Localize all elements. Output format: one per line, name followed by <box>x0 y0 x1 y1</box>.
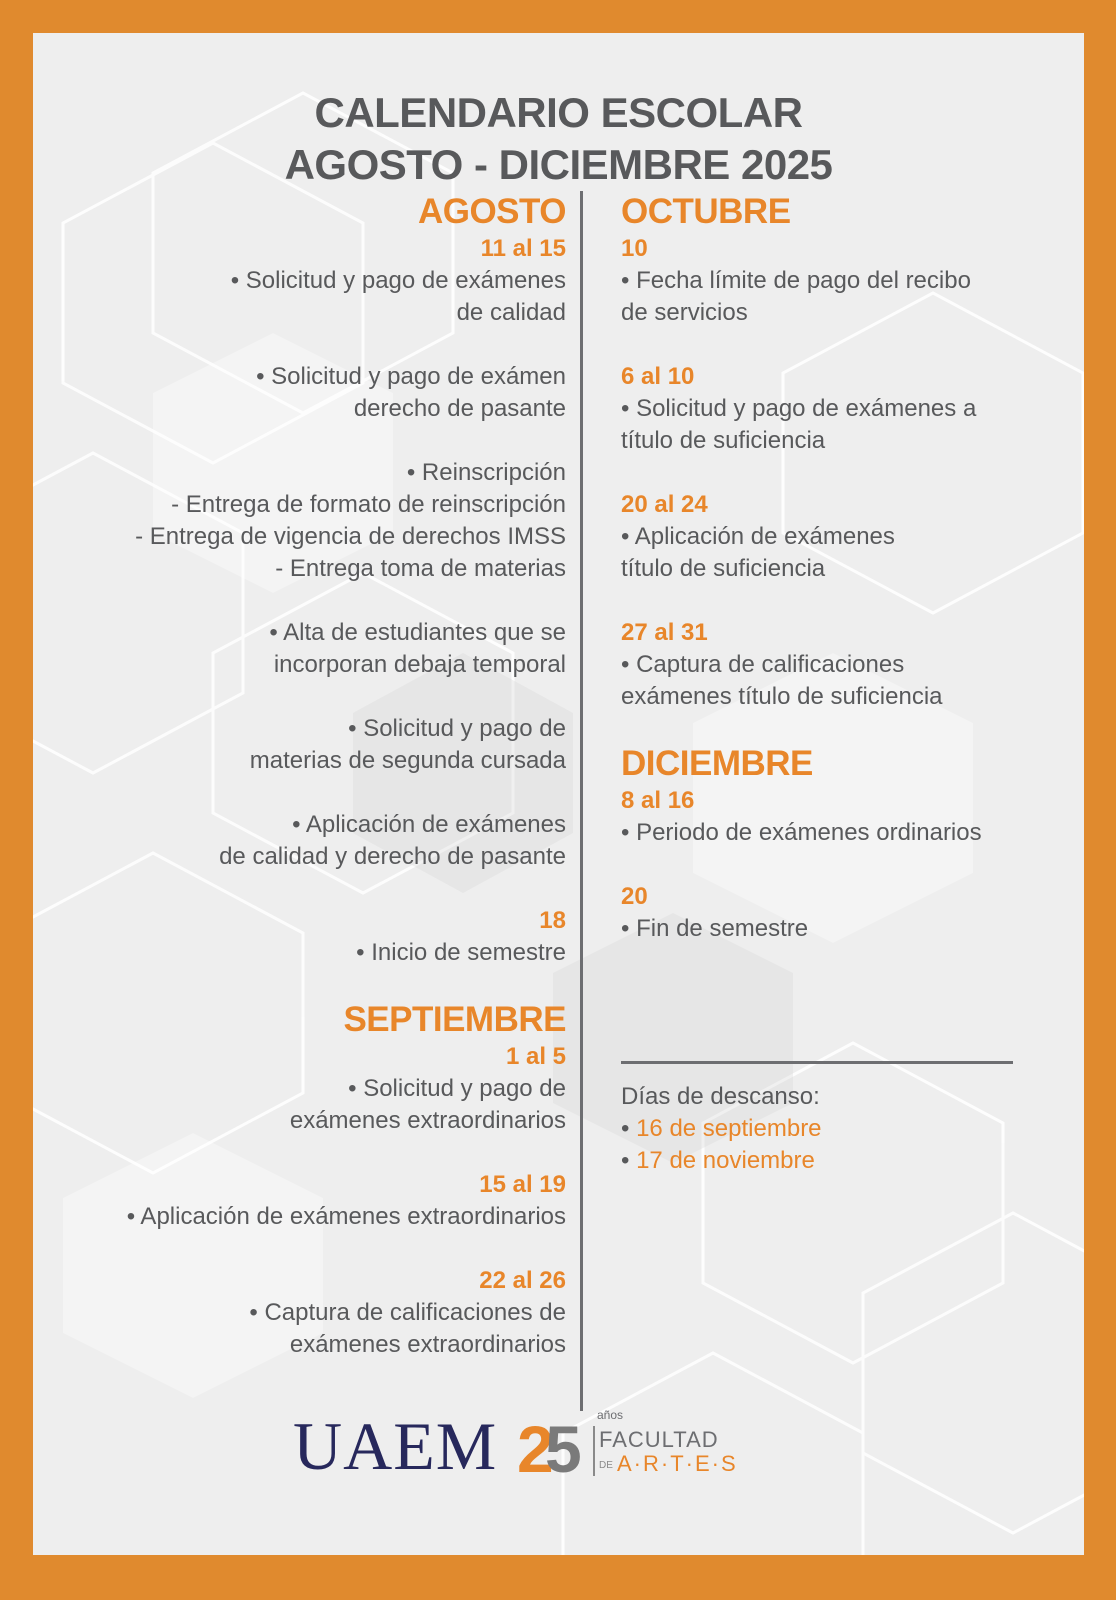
bullet: • <box>621 1115 630 1142</box>
event-date: 27 al 31 <box>621 619 708 646</box>
event-text: título de suficiencia <box>621 555 826 582</box>
event-date: 10 <box>621 235 648 262</box>
month-heading: DICIEMBRE <box>621 744 813 783</box>
rest-day-item <box>621 1145 1061 1177</box>
event-text: • Fin de semestre <box>621 915 809 942</box>
spacer <box>53 1233 566 1265</box>
event-text: incorporan debaja temporal <box>273 651 566 678</box>
event-text: • Reinscripción <box>406 459 566 486</box>
month-heading: OCTUBRE <box>621 192 791 231</box>
event-text: • Captura de calificaciones <box>621 651 905 678</box>
event-date: 20 <box>621 883 648 910</box>
event-text: • Aplicación de exámenes extraordinarios <box>126 1203 566 1230</box>
artes-label: A·R·T·E·S <box>617 1451 738 1476</box>
rest-days-section <box>621 1081 1061 1177</box>
event-text: • Periodo de exámenes ordinarios <box>621 819 982 846</box>
event-date: 6 al 10 <box>621 363 695 390</box>
event-text: • Aplicación de exámenes <box>621 523 895 550</box>
facultad-label: FACULTAD <box>599 1427 719 1452</box>
spacer <box>621 849 1061 881</box>
event-text: materias de segunda cursada <box>249 747 566 774</box>
de-label: DE <box>599 1460 613 1471</box>
logo-separator <box>593 1426 595 1476</box>
rest-day-item <box>621 1113 1061 1145</box>
spacer <box>53 777 566 809</box>
month-heading: AGOSTO <box>417 192 566 231</box>
event-text: • Inicio de semestre <box>356 939 566 966</box>
event-text: • Aplicación de exámenes <box>292 811 566 838</box>
rest-days-divider <box>621 1061 1013 1064</box>
bullet: • <box>621 1147 630 1174</box>
rest-day-text: 16 de septiembre <box>636 1115 822 1142</box>
event-text: exámenes extraordinarios <box>289 1331 566 1358</box>
event-date: 22 al 26 <box>479 1267 566 1294</box>
event-text: derecho de pasante <box>353 395 566 422</box>
event-text: - Entrega toma de materias <box>275 555 566 582</box>
spacer <box>53 425 566 457</box>
title-line-2: AGOSTO - DICIEMBRE 2025 <box>284 141 833 188</box>
title-line-1: CALENDARIO ESCOLAR <box>314 89 803 136</box>
event-text: • Alta de estudiantes que se <box>269 619 566 646</box>
event-text: de calidad y derecho de pasante <box>219 843 566 870</box>
calendar-sheet <box>33 33 1084 1555</box>
event-date: 18 <box>539 907 566 934</box>
event-text: • Fecha límite de pago del recibo <box>621 267 971 294</box>
event-date: 20 al 24 <box>621 491 708 518</box>
spacer <box>53 1137 566 1169</box>
spacer <box>53 873 566 905</box>
anos-label: años <box>597 1408 624 1422</box>
spacer <box>621 585 1061 617</box>
spacer <box>53 969 566 999</box>
event-text: • Solicitud y pago de <box>348 715 566 742</box>
spacer <box>53 329 566 361</box>
event-text: • Solicitud y pago de exámenes <box>230 267 566 294</box>
event-date: 11 al 15 <box>480 235 566 262</box>
spacer <box>621 713 1061 743</box>
event-text: - Entrega de vigencia de derechos IMSS <box>135 523 566 550</box>
anniversary-digit-5: 5 <box>545 1412 582 1482</box>
rest-days-label: Días de descanso: <box>621 1083 820 1110</box>
event-date: 8 al 16 <box>621 787 695 814</box>
event-text: • Solicitud y pago de exámen <box>256 363 566 390</box>
footer-logos <box>293 1408 793 1488</box>
event-text: - Entrega de formato de reinscripción <box>171 491 566 518</box>
event-text: • Captura de calificaciones de <box>249 1299 566 1326</box>
rest-day-text: 17 de noviembre <box>636 1147 815 1174</box>
event-text: exámenes extraordinarios <box>289 1107 566 1134</box>
spacer <box>621 329 1061 361</box>
event-text: título de suficiencia <box>621 427 826 454</box>
spacer <box>621 457 1061 489</box>
event-text: de servicios <box>621 299 748 326</box>
event-text: de calidad <box>456 299 566 326</box>
page-title <box>33 87 1084 191</box>
anniversary-25-logo <box>515 1410 587 1482</box>
anniversary-digit-2: 2 <box>517 1412 554 1482</box>
spacer <box>53 585 566 617</box>
month-heading: SEPTIEMBRE <box>343 1000 566 1039</box>
column-divider <box>580 191 583 1411</box>
event-text: exámenes título de suficiencia <box>621 683 943 710</box>
uaem-logo: UAEM <box>293 1408 498 1484</box>
right-column <box>621 191 1061 945</box>
event-date: 1 al 5 <box>505 1043 566 1070</box>
left-column <box>53 191 566 1361</box>
spacer <box>53 681 566 713</box>
event-date: 15 al 19 <box>479 1171 566 1198</box>
event-text: • Solicitud y pago de <box>348 1075 566 1102</box>
event-text: • Solicitud y pago de exámenes a <box>621 395 977 422</box>
